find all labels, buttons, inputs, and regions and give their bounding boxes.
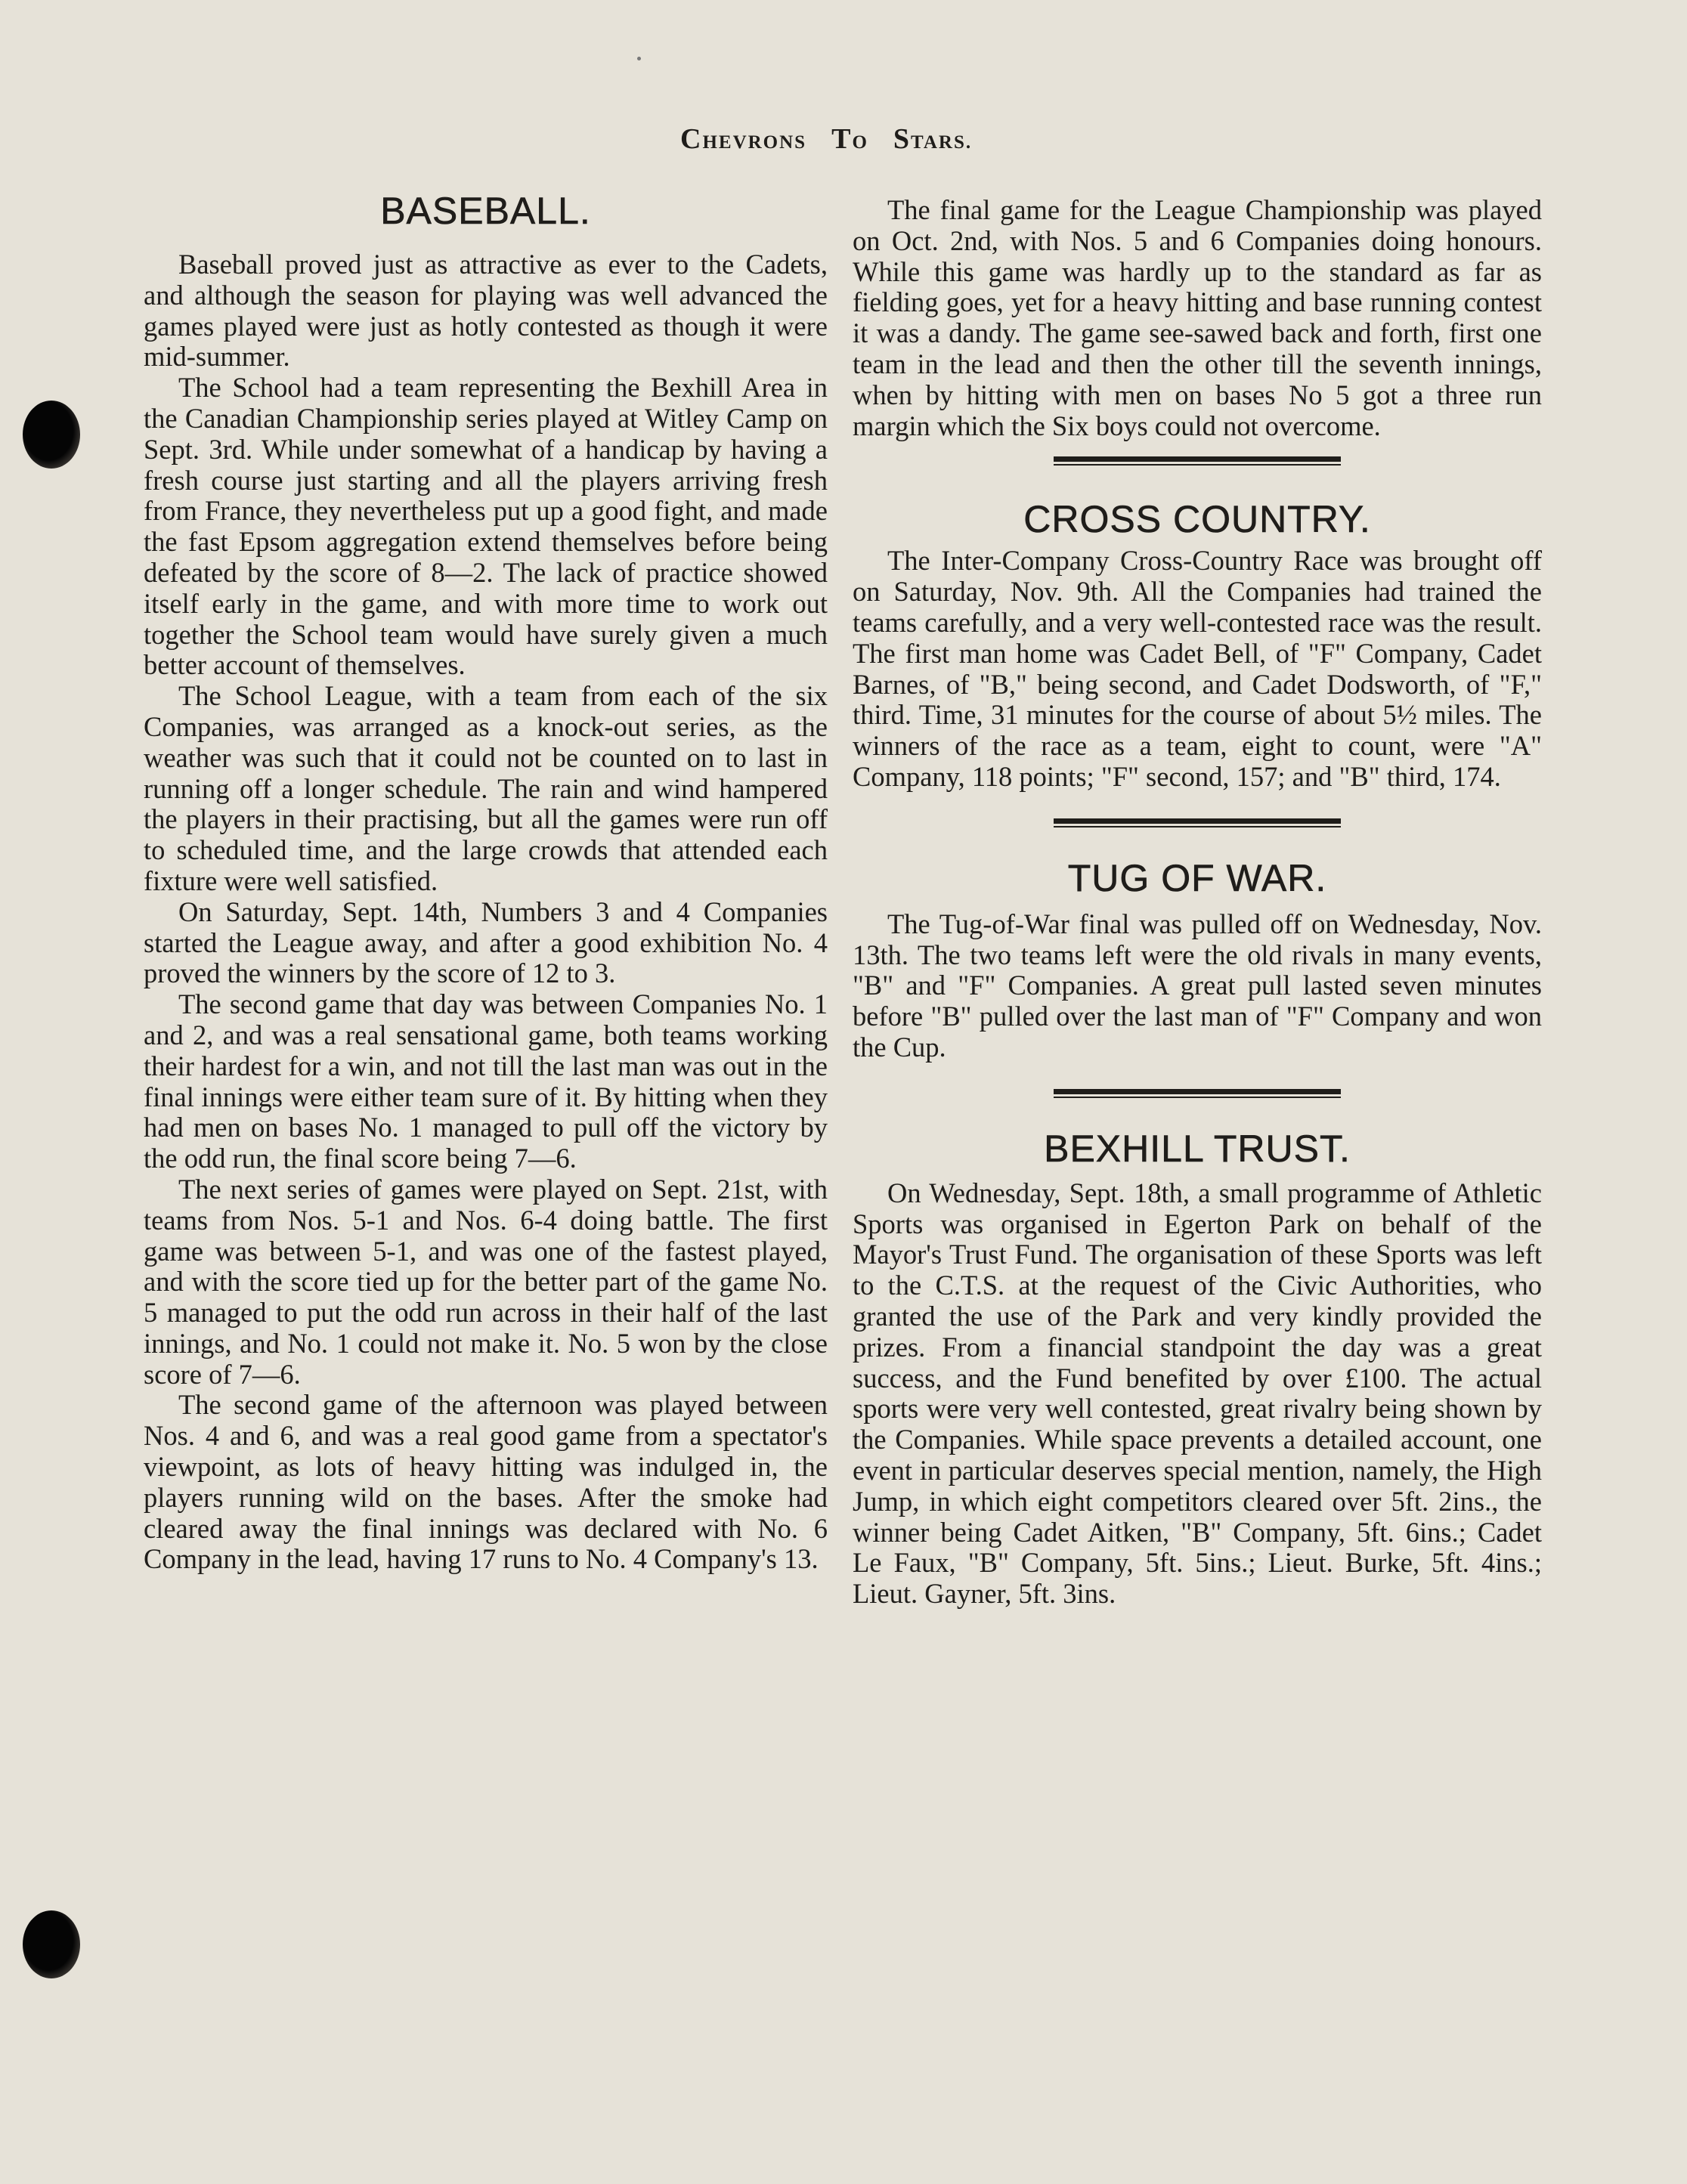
baseball-paragraph: The School had a team representing the Bexhill Area in the Canadian Championship series played at Witley Camp on Sept. 3rd. While under somewhat of a handicap by having a fresh course just starting and all the players arriving fresh from France, they nevertheless put up a good fight, and made the fast Epsom aggregation extend themselves before being defeated by the score of 8—2. The lack of practice showed itself early in the game, and with more time to work out together the School team would have surely given a much better account of themselves. <box>144 372 828 681</box>
tug-of-war-heading: TUG OF WAR. <box>1067 856 1327 899</box>
cross-country-paragraph: The Inter-Company Cross-Country Race was brought off on Saturday, Nov. 9th. All the Companies had trained the teams carefully, and a very well-contested race was the result. The first man home was Cadet Bell, of "F" Company, Cadet Barnes, of "B," being second, and Cadet Dodsworth, of "F," third. Time, 31 minutes for the course of about 5½ miles. The winners of the race as a team, eight to count, were "A" Company, 118 points; "F" second, 157; and "B" third, 174. <box>853 545 1542 792</box>
baseball-continued-paragraph: The final game for the League Championship was played on Oct. 2nd, with Nos. 5 and 6 Companies doing honours. While this game was hardly up to the standard as far as fielding goes, yet for a heavy hitting and base running contest it was a dandy. The game see-sawed back and forth, first one team in the lead and then the other till the seventh innings, when by hitting with men on bases No 5 got a three run margin which the Six boys could not overcome. <box>853 194 1542 441</box>
baseball-heading: BASEBALL. <box>380 190 591 232</box>
cross-country-heading: CROSS COUNTRY. <box>1023 498 1371 541</box>
baseball-paragraph: The second game that day was between Companies No. 1 and 2, and was a real sensational game, both teams working their hardest for a win, and not till the last man was out in the final innings were either team sure of it. By hitting when they had men on bases No. 1 managed to pull off the victory by the odd run, the final score being 7—6. <box>144 988 828 1174</box>
binder-hole-top <box>23 401 80 469</box>
section-divider <box>1054 1089 1341 1098</box>
baseball-paragraph: On Saturday, Sept. 14th, Numbers 3 and 4 Companies started the League away, and after a good exhibition No. 4 proved the winners by the score of 12 to 3. <box>144 896 828 989</box>
baseball-paragraph: The next series of games were played on Sept. 21st, with teams from Nos. 5-1 and Nos. 6-4 doing battle. The first game was between 5-1, and was one of the fastest played, and with the score tied up for the better part of the game No. 5 managed to put the odd run across in their half of the last innings, and No. 1 could not make it. No. 5 won by the close score of 7—6. <box>144 1173 828 1390</box>
section-divider <box>1054 818 1341 828</box>
bexhill-trust-heading: BEXHILL TRUST. <box>1044 1127 1351 1170</box>
header-initial-t: T <box>831 123 853 155</box>
paper-speck <box>637 57 641 60</box>
binder-hole-bottom <box>23 1910 80 1978</box>
left-column <box>144 189 828 1575</box>
baseball-paragraph: The School League, with a team from each of the six Companies, was arranged as a knock-out series, as the weather was such that it could not be counted on to last in running off a longer schedule. The rain and wind hampered the players in their practising, but all the games were run off to scheduled time, and the large crowds that attended each fixture were well satisfied. <box>144 680 828 896</box>
right-column <box>853 189 1542 1610</box>
baseball-paragraph: Baseball proved just as attractive as ever to the Cadets, and although the season for playing was well advanced the games played were just as hotly contested as though it were mid-summer. <box>144 249 828 373</box>
header-initial-c: C <box>680 123 703 155</box>
running-header <box>680 122 1134 156</box>
tug-of-war-paragraph: The Tug-of-War final was pulled off on Wednesday, Nov. 13th. The two teams left were the old rivals in many events, "B" and "F" Companies. A great pull lasted seven minutes before "B" pulled over the last man of "F" Company and won the Cup. <box>853 908 1542 1063</box>
bexhill-trust-paragraph: On Wednesday, Sept. 18th, a small programme of Athletic Sports was organised in Egerton Park on behalf of the Mayor's Trust Fund. The organisation of these Sports was left to the C.T.S. at the request of the Civic Authorities, who granted the use of the Park and very kindly provided the prizes. From a financial standpoint the day was a great success, and the Fund benefited by over £100. The actual sports were very well contested, great rivalry being shown by the Companies. While space prevents a detailed account, one event in particular deserves special mention, namely, the High Jump, in which eight competitors cleared over 5ft. 2ins., the winner being Cadet Aitken, "B" Company, 5ft. 6ins.; Cadet Le Faux, "B" Company, 5ft. 5ins.; Lieut. Burke, 5ft. 4ins.; Lieut. Gayner, 5ft. 3ins. <box>853 1177 1542 1610</box>
header-initial-s: S <box>893 123 912 155</box>
header-word-chevrons: HEVRONS <box>702 132 807 153</box>
baseball-paragraph: The second game of the afternoon was played between Nos. 4 and 6, and was a real good game from a spectator's viewpoint, as lots of heavy hitting was indulged in, the players running wild on the bases. After the smoke had cleared away the final innings was declared with No. 6 Company in the lead, having 17 runs to No. 4 Company's 13. <box>144 1389 828 1575</box>
section-divider <box>1054 456 1341 466</box>
header-word-to: O <box>852 132 868 153</box>
header-word-stars: TARS. <box>911 132 973 153</box>
